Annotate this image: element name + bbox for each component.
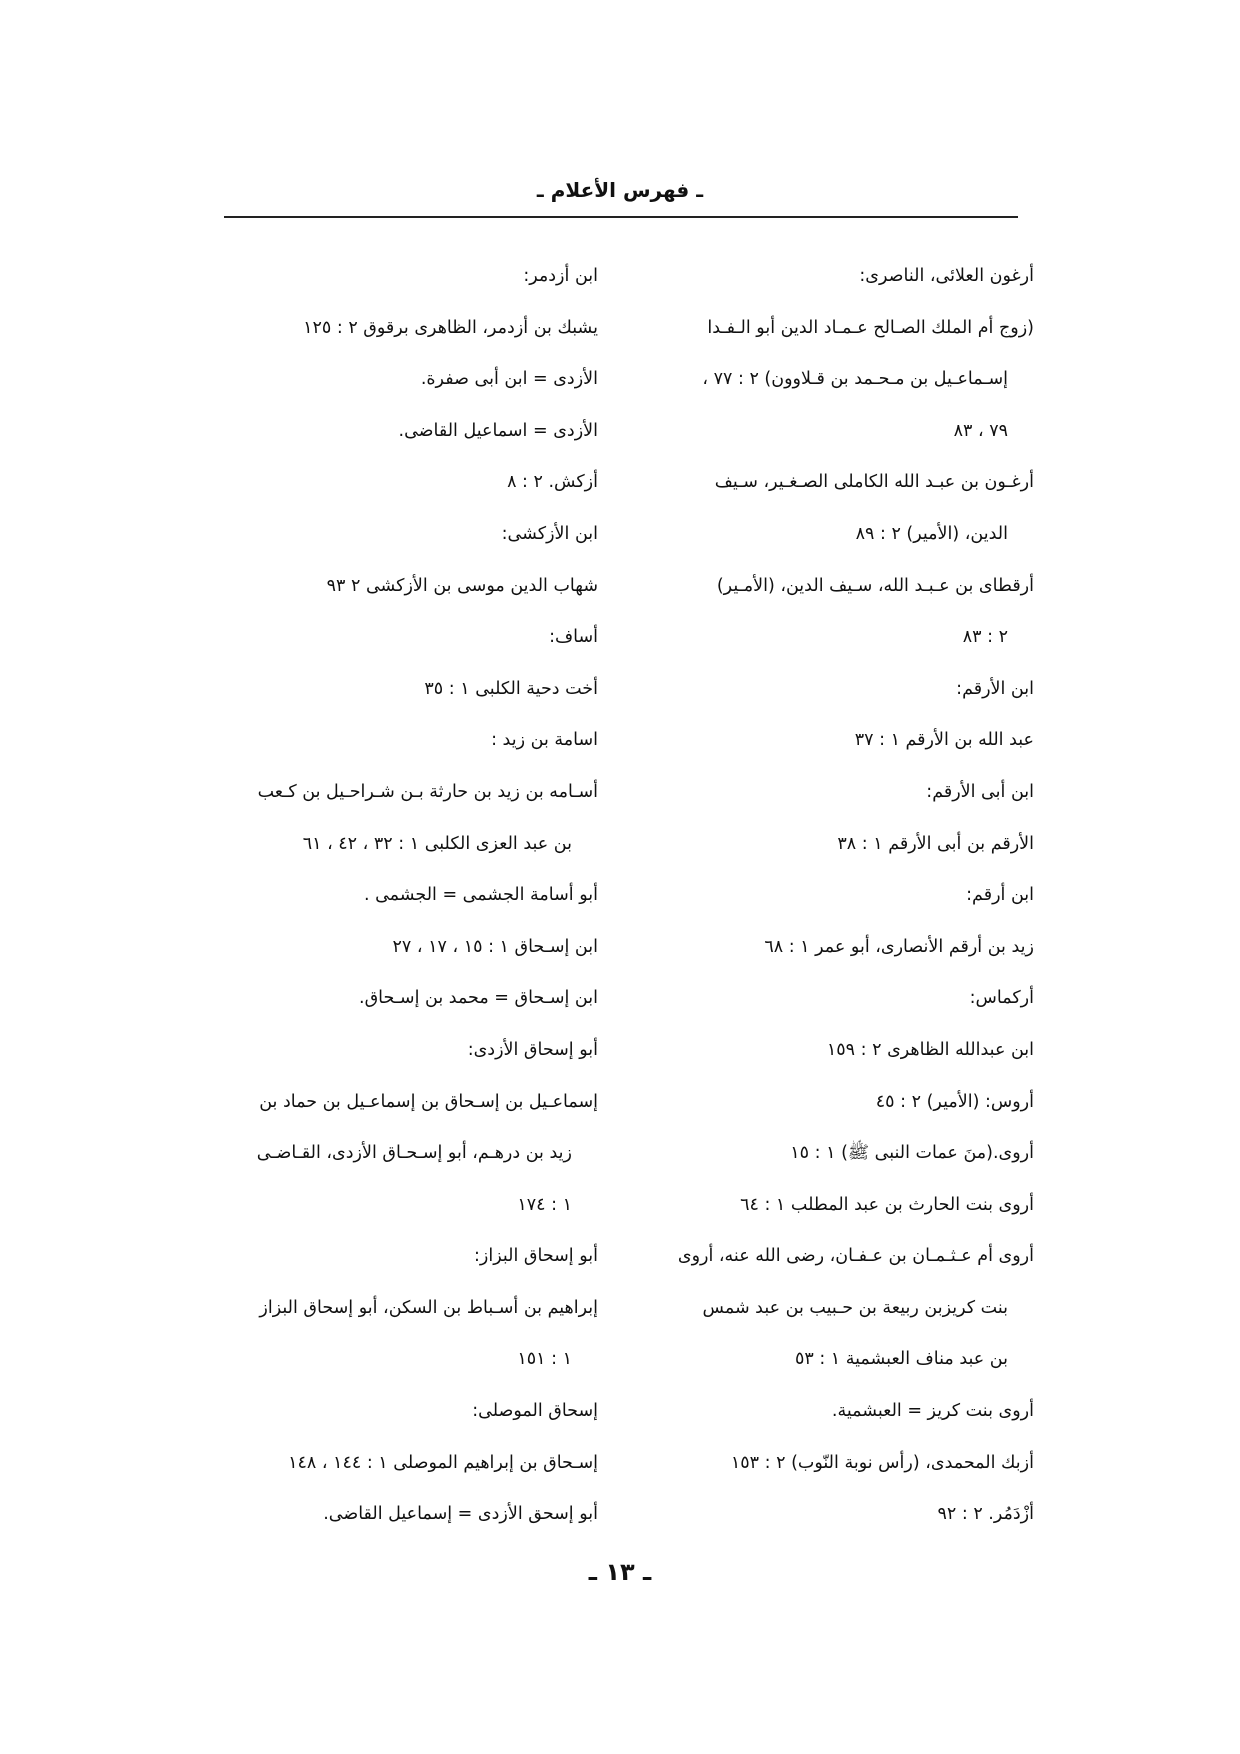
index-entry-line: زيد بن أرقم الأنصارى، أبو عمر ١ : ٦٨ [764, 936, 1034, 957]
index-column-left [178, 257, 598, 1547]
index-entry-line: بن عبد العزى الكلبى ١ : ٣٢ ، ٤٢ ، ٦١ [302, 833, 572, 854]
index-entry-line: إسـحاق بن إبراهيم الموصلى ١ : ١٤٤ ، ١٤٨ [288, 1452, 598, 1473]
index-entry-line: أزْدَمُر. ٢ : ٩٢ [937, 1504, 1034, 1525]
index-entry-line: أروى بنت الحارث بن عبد المطلب ١ : ٦٤ [740, 1194, 1034, 1215]
page-number: ـ ١٣ ـ [588, 1558, 652, 1586]
index-entry-line: أبو إسحاق الأزدى: [467, 1039, 598, 1060]
header-rule [224, 216, 1018, 218]
index-column-right [614, 257, 1034, 1547]
index-entry-line: اسامة بن زيد : [491, 730, 598, 751]
index-entry-line: ٧٩ ، ٨٣ [953, 420, 1008, 441]
index-entry-line: ابن أزدمر: [523, 266, 598, 286]
index-entry-line: أبو إسحق الأزدى = إسماعيل القاضى. [323, 1504, 598, 1525]
index-entry-line: ابن أبى الأرقم: [926, 781, 1034, 802]
index-entry-line: ١ : ١٧٤ [517, 1194, 572, 1215]
index-entry-line: أروى بنت كريز = العبشمية. [831, 1401, 1034, 1422]
index-entry-line: ابن إسـحاق = محمد بن إسـحاق. [359, 988, 598, 1009]
index-entry-line: أروى أم عـثـمـان بن عـفـان، رضى الله عنه، أروى [677, 1246, 1034, 1267]
index-entry-line: ١ : ١٥١ [517, 1349, 572, 1370]
index-entry-line: أبو إسحاق البزاز: [474, 1246, 598, 1267]
index-entry-line: الدين، (الأمير) ٢ : ٨٩ [855, 523, 1008, 544]
index-entry-line: بن عبد مناف العبشمية ١ : ٥٣ [794, 1349, 1008, 1370]
index-entry-line: يشبك بن أزدمر، الظاهرى برقوق ٢ : ١٢٥ [303, 317, 598, 338]
index-entry-line: أخت دحية الكلبى ١ : ٣٥ [424, 678, 598, 699]
index-entry-line: أرغـون بن عبـد الله الكاملى الصـغـير، سـيف [714, 472, 1034, 493]
index-entry-line: شهاب الدين موسى بن الأزكشى ٢ ٩٣ [326, 575, 598, 596]
index-entry-line: أرقطاى بن عـبـد الله، سـيف الدين، (الأمـير) [716, 575, 1034, 596]
index-entry-line: أركماس: [969, 988, 1034, 1009]
index-entry-line: ٢ : ٨٣ [962, 627, 1008, 648]
index-entry-line: إسحاق الموصلى: [472, 1401, 598, 1422]
index-entry-line: أزكش. ٢ : ٨ [507, 472, 598, 493]
index-entry-line: أزبك المحمدى، (رأس نوبة النّوب) ٢ : ١٥٣ [730, 1452, 1034, 1473]
index-entry-line: الأرقم بن أبى الأرقم ١ : ٣٨ [837, 833, 1034, 854]
index-entry-line: (زوج أم الملك الصـالح عـمـاد الدين أبو الـفـدا [707, 317, 1034, 338]
index-entry-line: إسماعـيل بن إسـحاق بن إسماعـيل بن حماد بن [259, 1091, 598, 1112]
index-entry-line: بنت كريزبن ربيعة بن حـبيب بن عبد شمس [702, 1297, 1008, 1318]
index-entry-line: أرغون العلائى، الناصرى: [859, 266, 1034, 286]
index-entry-line: الأزدى = ابن أبى صفرة. [420, 369, 598, 390]
index-entry-line: أسـامه بن زيد بن حارثة بـن شـراحـيل بن كـعب [257, 781, 598, 802]
index-entry-line: ابن أرقم: [966, 885, 1034, 906]
index-entry-line: عبد الله بن الأرقم ١ : ٣٧ [854, 730, 1034, 751]
index-entry-line: أبو أسامة الجشمى = الجشمى . [363, 885, 598, 906]
index-entry-line: أروى.(منَ عمات النبى ﷺ) ١ : ١٥ [790, 1143, 1034, 1164]
index-entry-line: أروس: (الأمير) ٢ : ٤٥ [875, 1091, 1034, 1112]
page-header-title: ـ فهرس الأعلام ـ [536, 178, 704, 202]
index-entry-line: ابن عبدالله الظاهرى ٢ : ١٥٩ [826, 1039, 1034, 1060]
index-entry-line: ابن الأزكشى: [501, 523, 598, 544]
index-entry-line: إسـماعـيل بن مـحـمد بن قـلاوون) ٢ : ٧٧ ، [702, 369, 1008, 390]
index-entry-line: ابن إسـحاق ١ : ١٥ ، ١٧ ، ٢٧ [392, 936, 598, 957]
index-entry-line: إبراهيم بن أسـباط بن السكن، أبو إسحاق البزاز [259, 1297, 598, 1318]
index-entry-line: أساف: [549, 627, 598, 648]
index-entry-line: زيد بن درهـم، أبو إسـحـاق الأزدى، القـاضـى [256, 1143, 572, 1164]
index-entry-line: الأزدى = اسماعيل القاضى. [398, 420, 598, 441]
index-entry-line: ابن الأرقم: [956, 678, 1034, 699]
